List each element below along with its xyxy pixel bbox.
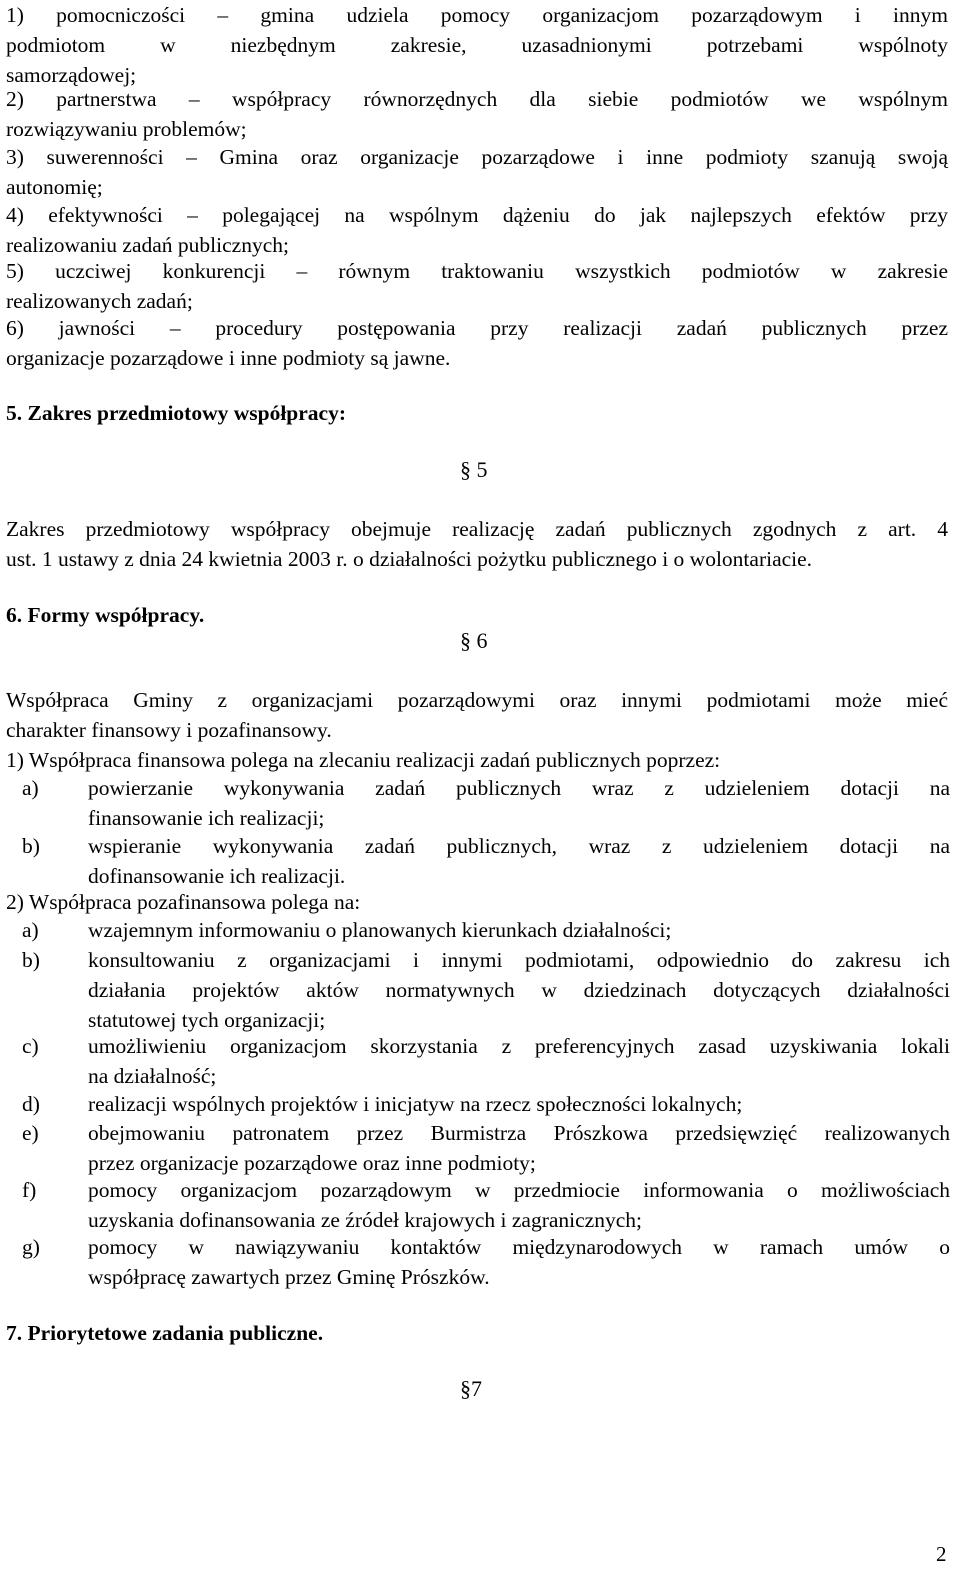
text-line: 1) pomocniczości – gmina udziela pomocy organizacjom pozarządowym i innym <box>6 3 948 27</box>
text-line: przez organizacje pozarządowe oraz inne podmioty; <box>88 1151 536 1175</box>
page-number: 2 <box>936 1542 947 1566</box>
item-label: e) <box>22 1121 39 1145</box>
text-line: powierzanie wykonywania zadań publicznych wraz z udzieleniem dotacji na <box>88 776 950 800</box>
nonfinancial-item-d <box>6 1089 948 1119</box>
text-line: rozwiązywaniu problemów; <box>6 117 247 141</box>
text-line: umożliwieniu organizacjom skorzystania z preferencyjnych zasad uzyskiwania lokali <box>88 1034 950 1058</box>
text-line: na działalność; <box>88 1064 217 1088</box>
principle-6 <box>6 313 948 373</box>
principle-5 <box>6 256 948 316</box>
text-line: dofinansowanie ich realizacji. <box>88 864 346 888</box>
text-line: 3) suwerenności – Gmina oraz organizacje pozarządowe i inne podmioty szanują swoją <box>6 145 948 169</box>
item-label: a) <box>22 776 39 800</box>
text-line: Zakres przedmiotowy współpracy obejmuje realizację zadań publicznych zgodnych z art. 4 <box>6 517 948 541</box>
text-line: uzyskania dofinansowania ze źródeł krajowych i zagranicznych; <box>88 1208 642 1232</box>
paragraph-marker-5: § 5 <box>460 457 488 482</box>
text-line: współpracę zawartych przez Gminę Prószków. <box>88 1265 490 1289</box>
section-7-heading: 7. Priorytetowe zadania publiczne. <box>6 1321 324 1345</box>
text-line: realizowaniu zadań publicznych; <box>6 233 289 257</box>
item-label: d) <box>22 1092 40 1116</box>
principle-2 <box>6 84 948 144</box>
text-line: 2) partnerstwa – współpracy równorzędnych dla siebie podmiotów we wspólnym <box>6 87 948 111</box>
financial-item-a <box>6 773 948 833</box>
section-5-body <box>6 514 948 574</box>
nonfinancial-intro: 2) Współpraca pozafinansowa polega na: <box>6 890 361 914</box>
financial-intro: 1) Współpraca finansowa polega na zlecaniu realizacji zadań publicznych poprzez: <box>6 748 721 772</box>
item-label: b) <box>22 948 40 972</box>
item-label: a) <box>22 918 39 942</box>
principle-3 <box>6 142 948 202</box>
nonfinancial-item-b <box>6 945 948 1035</box>
nonfinancial-item-e <box>6 1118 948 1178</box>
nonfinancial-item-c <box>6 1031 948 1091</box>
section-6-intro <box>6 685 948 745</box>
item-label: g) <box>22 1235 40 1259</box>
text-line: obejmowaniu patronatem przez Burmistrza Prószkowa przedsięwzięć realizowanych <box>88 1121 950 1145</box>
item-label: f) <box>22 1178 37 1202</box>
text-line: podmiotom w niezbędnym zakresie, uzasadnionymi potrzebami wspólnoty <box>6 33 948 57</box>
text-line: finansowanie ich realizacji; <box>88 806 325 830</box>
text-line: działania projektów aktów normatywnych w dziedzinach dotyczących działalności <box>88 978 950 1002</box>
text-line: 5) uczciwej konkurencji – równym traktowaniu wszystkich podmiotów w zakresie <box>6 259 948 283</box>
paragraph-marker-7: §7 <box>460 1376 482 1401</box>
text-line: charakter finansowy i pozafinansowy. <box>6 718 332 742</box>
text-line: Współpraca Gminy z organizacjami pozarządowymi oraz innymi podmiotami może mieć <box>6 688 948 712</box>
financial-item-b <box>6 831 948 891</box>
text-line: organizacje pozarządowe i inne podmioty są jawne. <box>6 346 451 370</box>
text-line: wspieranie wykonywania zadań publicznych, wraz z udzieleniem dotacji na <box>88 834 950 858</box>
principle-4 <box>6 200 948 260</box>
section-5-heading: 5. Zakres przedmiotowy współpracy: <box>6 401 347 425</box>
text-line: autonomię; <box>6 175 103 199</box>
text-line: wzajemnym informowaniu o planowanych kierunkach działalności; <box>88 918 672 942</box>
text-line: ust. 1 ustawy z dnia 24 kwietnia 2003 r. o działalności pożytku publicznego i o wolontariacie. <box>6 547 813 571</box>
text-line: realizowanych zadań; <box>6 289 193 313</box>
text-line: samorządowej; <box>6 63 137 87</box>
item-label: b) <box>22 834 40 858</box>
section-6-heading: 6. Formy współpracy. <box>6 603 205 627</box>
text-line: 4) efektywności – polegającej na wspólnym dążeniu do jak najlepszych efektów przy <box>6 203 948 227</box>
nonfinancial-item-g <box>6 1232 948 1292</box>
nonfinancial-item-a <box>6 915 948 945</box>
text-line: realizacji wspólnych projektów i inicjatyw na rzecz społeczności lokalnych; <box>88 1092 743 1116</box>
principle-1 <box>6 0 948 90</box>
text-line: pomocy w nawiązywaniu kontaktów międzynarodowych w ramach umów o <box>88 1235 950 1259</box>
text-line: pomocy organizacjom pozarządowym w przedmiocie informowania o możliwościach <box>88 1178 950 1202</box>
text-line: konsultowaniu z organizacjami i innymi podmiotami, odpowiednio do zakresu ich <box>88 948 950 972</box>
text-line: 6) jawności – procedury postępowania przy realizacji zadań publicznych przez <box>6 316 948 340</box>
paragraph-marker-6: § 6 <box>460 628 488 653</box>
item-label: c) <box>22 1034 39 1058</box>
text-line: statutowej tych organizacji; <box>88 1008 326 1032</box>
nonfinancial-item-f <box>6 1175 948 1235</box>
